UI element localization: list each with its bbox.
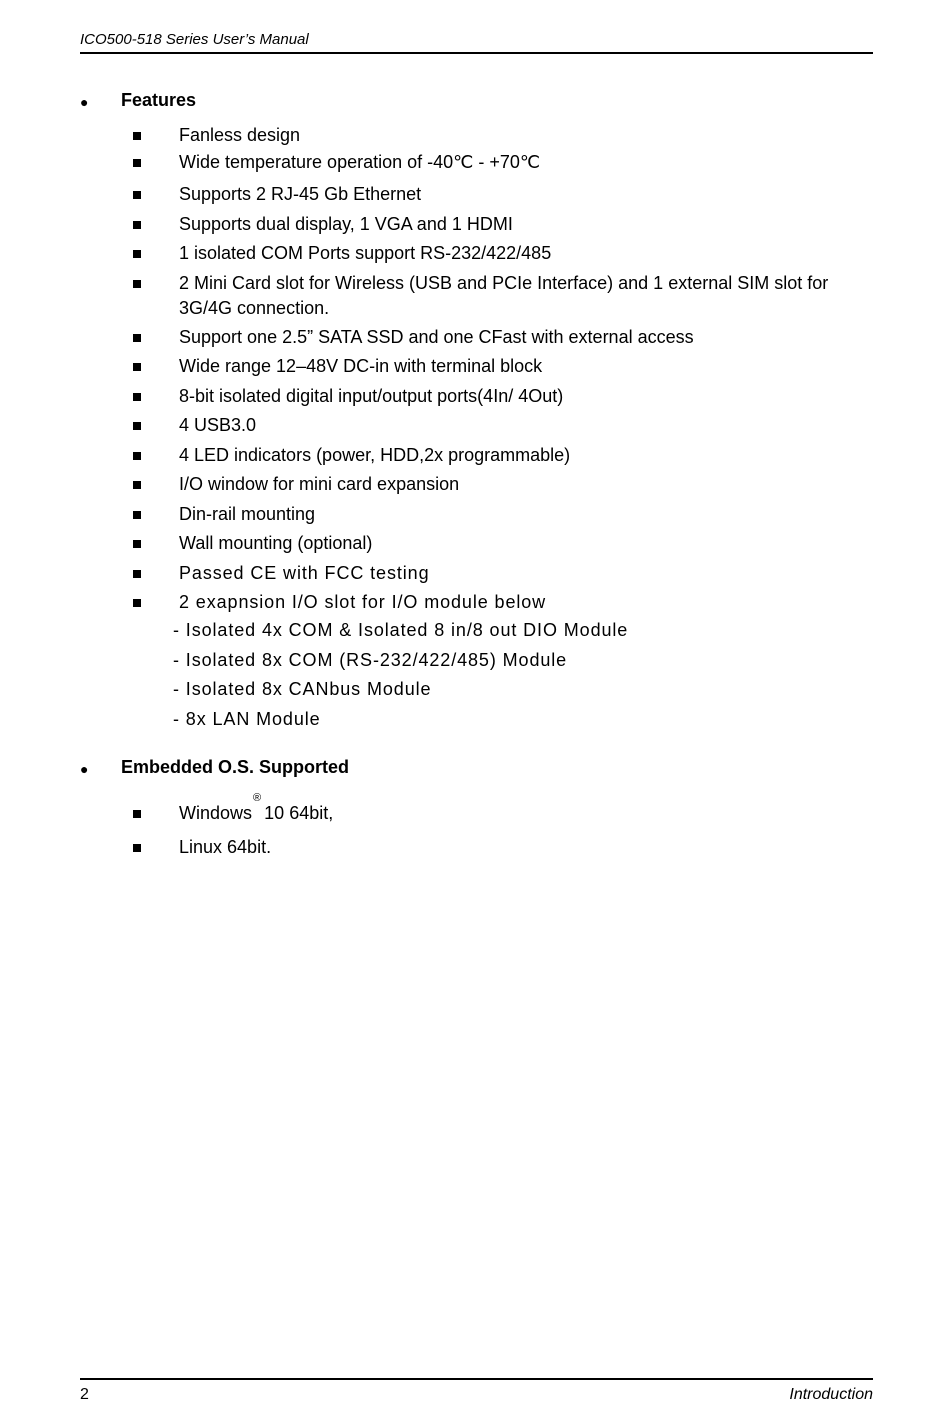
square-bullet-icon (133, 599, 141, 607)
square-bullet-icon (133, 393, 141, 401)
square-bullet-icon (133, 810, 141, 818)
page-footer (80, 1378, 873, 1410)
page-header (80, 28, 873, 54)
square-bullet-icon (133, 481, 141, 489)
os-windows-version: 10 64bit, (264, 803, 334, 823)
square-bullet-icon (133, 334, 141, 342)
square-bullet-icon (133, 540, 141, 548)
os-linux: Linux 64bit. (179, 837, 272, 857)
features-heading: Features (121, 90, 197, 110)
sub-item: - Isolated 8x CANbus Module (173, 679, 432, 699)
square-bullet-icon (133, 844, 141, 852)
square-bullet-icon (133, 159, 141, 167)
manual-title: ICO500-518 Series User’s Manual (80, 31, 309, 48)
square-bullet-icon (133, 452, 141, 460)
square-bullet-icon (133, 422, 141, 430)
section-bullet: ● (80, 94, 89, 110)
square-bullet-icon (133, 363, 141, 371)
footer-section-name: Introduction (789, 1386, 873, 1403)
sub-item: - 8x LAN Module (173, 709, 321, 729)
square-bullet-icon (133, 132, 141, 140)
square-bullet-icon (133, 191, 141, 199)
os-windows-name: Windows (179, 803, 253, 823)
os-heading: Embedded O.S. Supported (121, 757, 350, 777)
square-bullet-icon (133, 221, 141, 229)
section-bullet: ● (80, 761, 89, 777)
square-bullet-icon (133, 250, 141, 258)
sub-item: - Isolated 4x COM & Isolated 8 in/8 out DIO Module (173, 620, 629, 640)
sub-item: - Isolated 8x COM (RS-232/422/485) Module (173, 650, 568, 670)
page-number: 2 (80, 1386, 89, 1403)
square-bullet-icon (133, 280, 141, 288)
square-bullet-icon (133, 570, 141, 578)
square-bullet-icon (133, 511, 141, 519)
registered-mark: ® (253, 792, 262, 804)
